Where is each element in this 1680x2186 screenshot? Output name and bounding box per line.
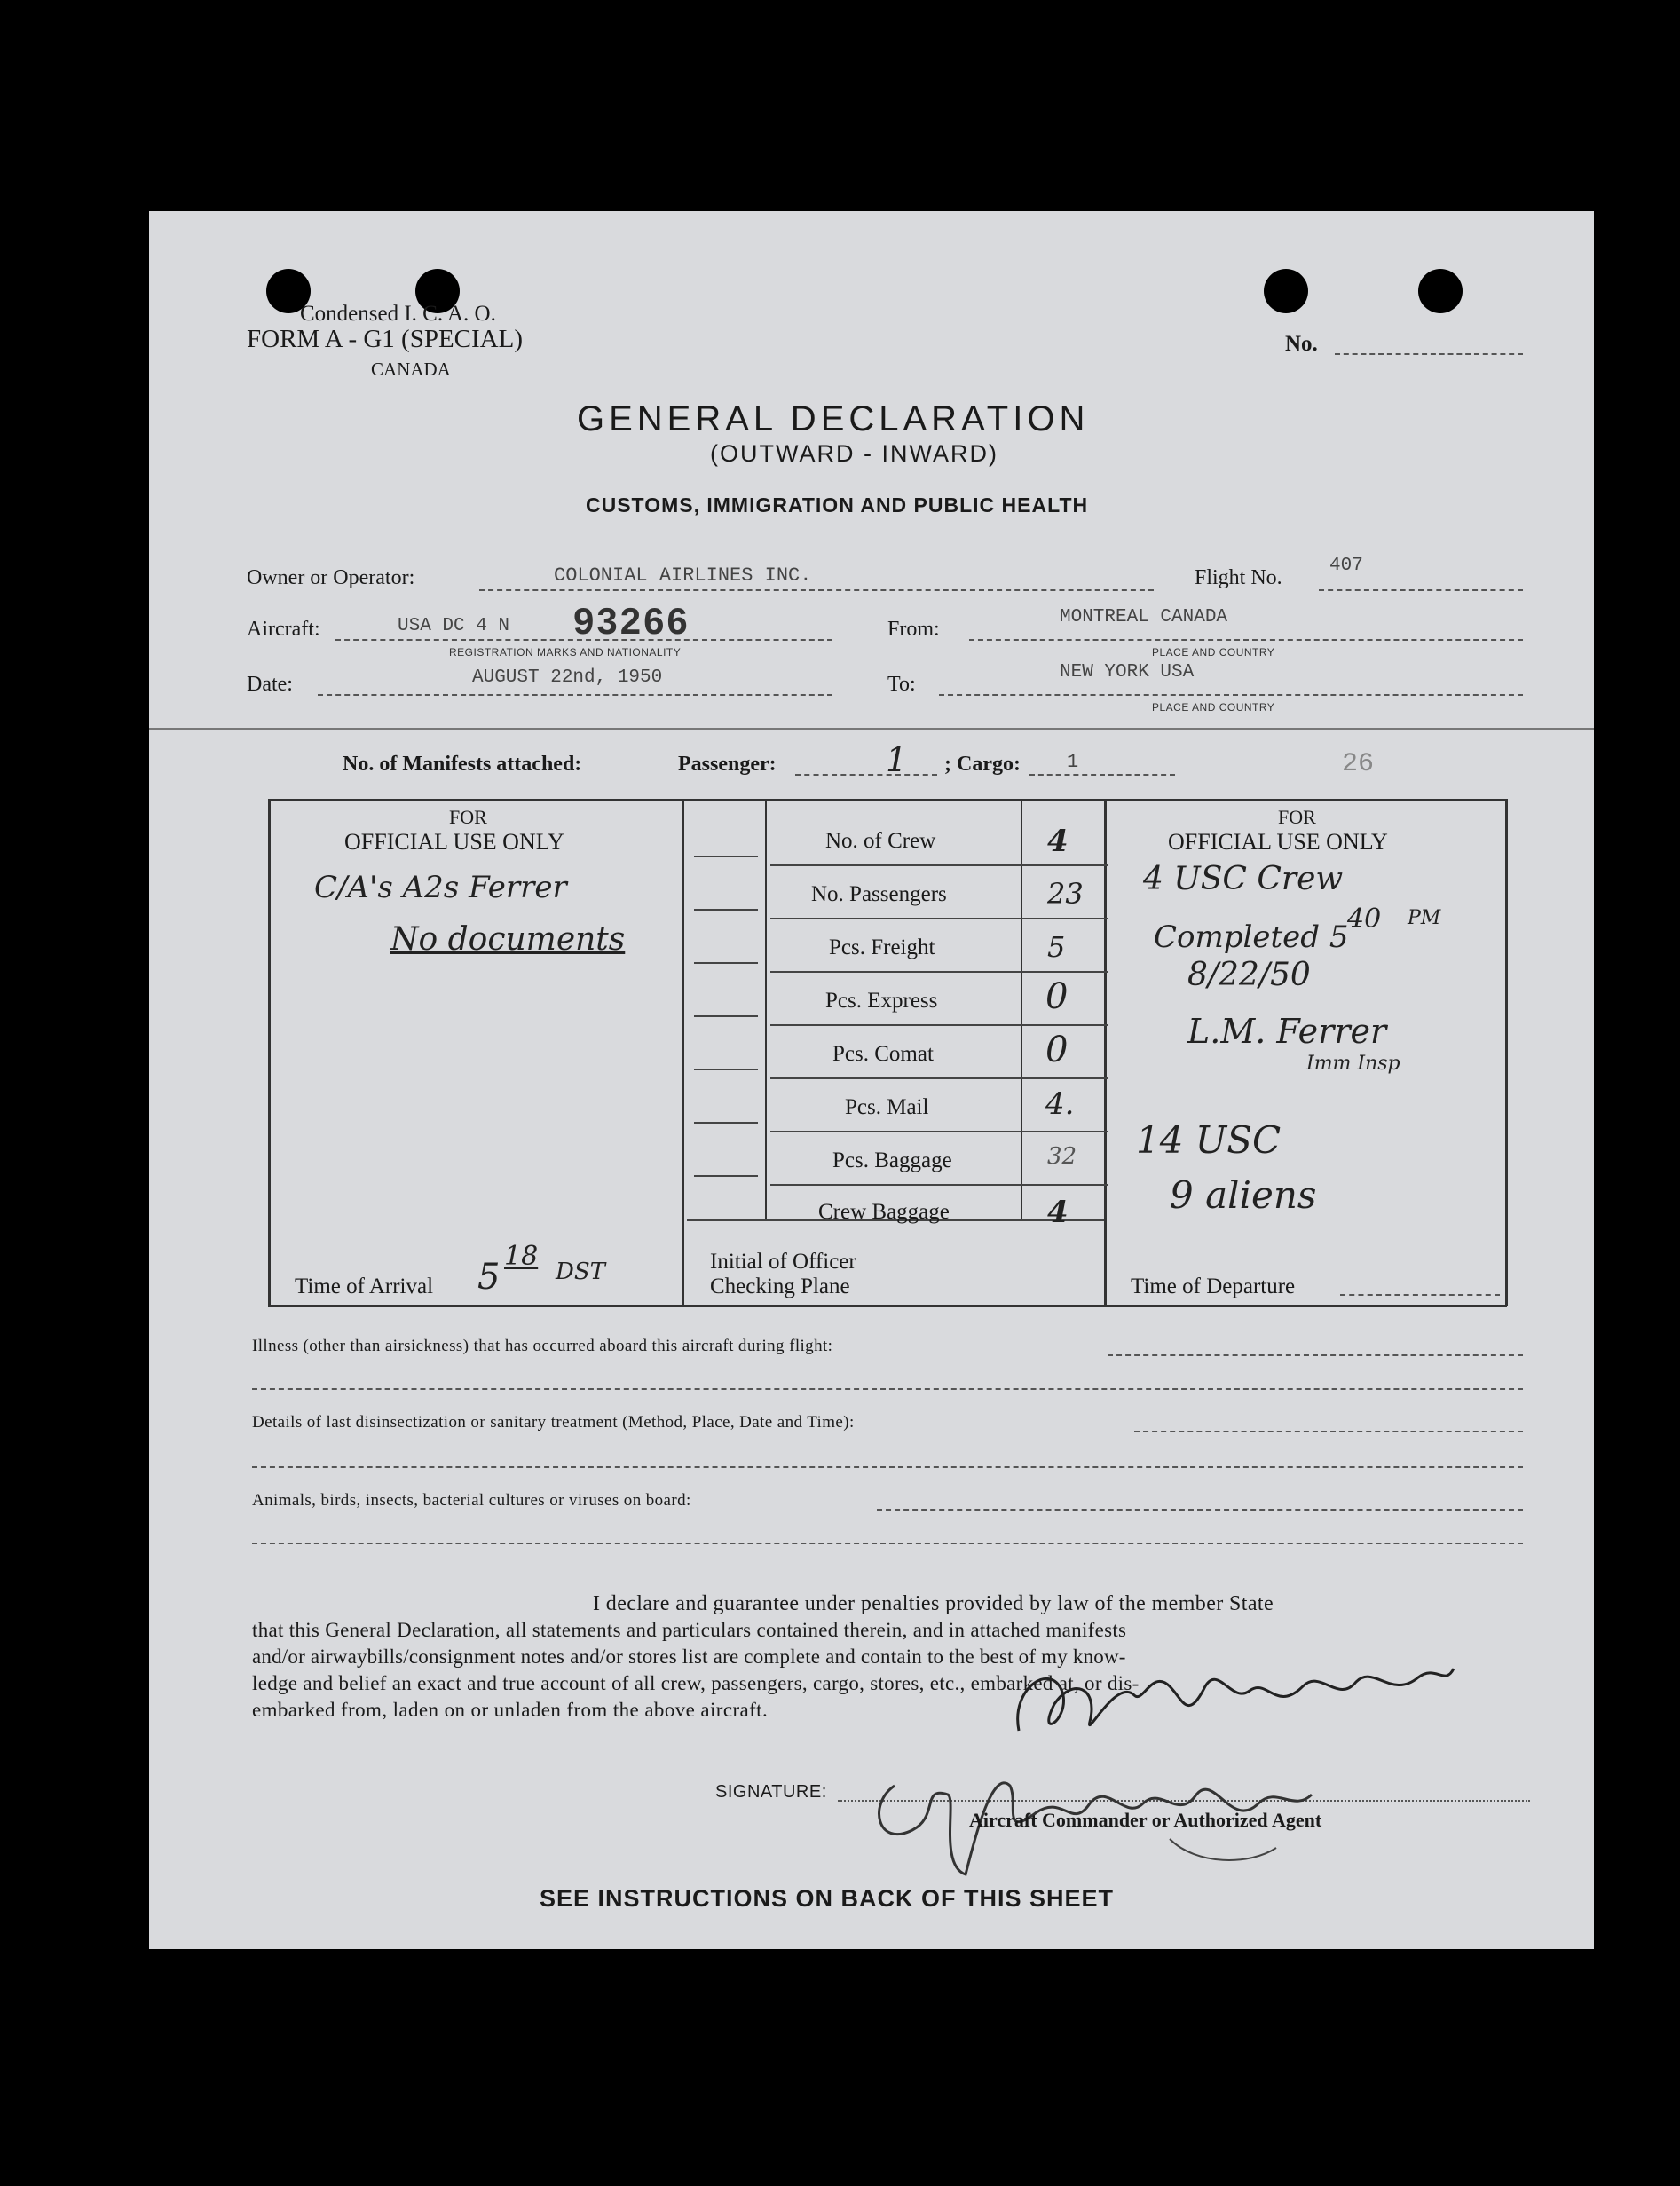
checkbox-line <box>694 909 758 911</box>
count-value[interactable]: 0 <box>1045 1030 1069 1070</box>
right-note-minutes: 40 <box>1347 904 1382 935</box>
time-arrival-value[interactable]: 5 <box>477 1257 501 1298</box>
table-divider <box>1021 799 1022 1219</box>
right-official-label: OFFICIAL USE ONLY <box>1168 829 1388 855</box>
count-value[interactable]: 4. <box>1045 1086 1075 1122</box>
from-caption: PLACE AND COUNTRY <box>1152 646 1275 659</box>
table-bottom-border <box>268 1305 1507 1307</box>
agencies-line: CUSTOMS, IMMIGRATION AND PUBLIC HEALTH <box>586 493 1089 517</box>
declaration-line-4: ledge and belief an exact and true account of all crew, passengers, cargo, stores, etc., embarked at, or dis- <box>252 1672 1140 1694</box>
animals-question: Animals, birds, insects, bacterial cultures or viruses on board: <box>252 1491 691 1510</box>
animals-line-1 <box>877 1509 1523 1511</box>
initial-officer-label: Initial of Officer <box>710 1250 856 1274</box>
checkbox-line <box>694 1015 758 1017</box>
form-number-line <box>1335 353 1523 355</box>
flight-line <box>1319 589 1523 591</box>
page-title: GENERAL DECLARATION <box>577 399 1090 438</box>
cargo-manifest-value[interactable]: 1 <box>1067 751 1079 773</box>
table-row-divider <box>770 1024 1108 1026</box>
time-departure-line <box>1340 1294 1500 1296</box>
form-number-label: No. <box>1285 332 1318 356</box>
table-row-divider <box>770 1131 1108 1132</box>
passenger-manifest-value[interactable]: 1 <box>886 740 908 779</box>
flight-label: Flight No. <box>1195 566 1282 589</box>
table-row-divider <box>770 1077 1108 1079</box>
illness-question: Illness (other than airsickness) that has occurred aboard this aircraft during flight: <box>252 1337 833 1355</box>
table-row-divider <box>770 918 1108 919</box>
aircraft-type[interactable]: USA DC 4 N <box>398 616 510 636</box>
punch-hole <box>1418 269 1463 313</box>
form-country: CANADA <box>371 359 451 380</box>
to-label: To: <box>887 673 916 696</box>
table-divider <box>1104 799 1107 1306</box>
footer-instructions: SEE INSTRUCTIONS ON BACK OF THIS SHEET <box>540 1885 1115 1912</box>
disinsect-line-2 <box>252 1466 1523 1468</box>
right-note-aliens: 9 aliens <box>1170 1173 1317 1217</box>
to-caption: PLACE AND COUNTRY <box>1152 701 1275 714</box>
table-left-border <box>268 799 271 1306</box>
count-label: Pcs. Baggage <box>832 1148 952 1172</box>
page-subtitle: (OUTWARD - INWARD) <box>710 440 998 467</box>
signature-label: SIGNATURE: <box>715 1782 827 1802</box>
declaration-line-5: embarked from, laden on or unladen from the above aircraft. <box>252 1699 769 1721</box>
count-value[interactable]: 4 <box>1047 1195 1069 1230</box>
left-note-line-2: No documents <box>390 921 626 958</box>
manifests-label: No. of Manifests attached: <box>343 753 582 776</box>
registration-caption: REGISTRATION MARKS AND NATIONALITY <box>449 646 682 659</box>
owner-value[interactable]: COLONIAL AIRLINES INC. <box>554 564 812 587</box>
signature-caption: Aircraft Commander or Authorized Agent <box>969 1809 1322 1831</box>
left-note-line-1: C/A's A2s Ferrer <box>314 870 567 905</box>
checkbox-line <box>694 1122 758 1124</box>
cargo-manifest-line <box>1029 774 1175 776</box>
aircraft-registration[interactable]: 93266 <box>573 600 690 642</box>
owner-label: Owner or Operator: <box>247 566 415 589</box>
date-line <box>318 694 832 696</box>
count-value[interactable]: 0 <box>1045 976 1069 1017</box>
divider <box>149 728 1594 730</box>
table-row-divider <box>770 971 1108 973</box>
table-row-divider <box>770 864 1108 866</box>
count-label: Pcs. Mail <box>845 1095 929 1119</box>
declaration-form <box>149 211 1594 1949</box>
count-label: Pcs. Express <box>825 989 938 1013</box>
left-official-label: OFFICIAL USE ONLY <box>344 829 564 855</box>
checkbox-line <box>694 962 758 964</box>
count-label: Pcs. Comat <box>832 1042 934 1066</box>
to-value[interactable]: NEW YORK USA <box>1060 662 1195 683</box>
passenger-manifest-label: Passenger: <box>678 753 777 776</box>
count-value[interactable]: 5 <box>1047 930 1066 964</box>
right-note-completed: Completed 5 <box>1154 919 1349 955</box>
table-divider <box>765 799 767 1219</box>
table-divider <box>682 799 684 1306</box>
stamp-number: 26 <box>1342 749 1375 779</box>
checkbox-line <box>694 1175 758 1177</box>
right-note-signature: L.M. Ferrer <box>1187 1012 1387 1051</box>
declaration-line-2: that this General Declaration, all statements and particulars contained therein, and in attached manifests <box>252 1619 1127 1641</box>
left-for-label: FOR <box>449 806 487 828</box>
animals-line-2 <box>252 1543 1523 1544</box>
count-label: No. of Crew <box>825 829 936 853</box>
time-arrival-label: Time of Arrival <box>295 1275 434 1298</box>
form-code: FORM A - G1 (SPECIAL) <box>247 325 523 353</box>
count-label: Pcs. Freight <box>829 935 935 959</box>
form-condensed: Condensed I. C. A. O. <box>300 302 496 326</box>
date-label: Date: <box>247 673 293 696</box>
declaration-line-1: I declare and guarantee under penalties provided by law of the member State <box>593 1592 1274 1615</box>
punch-hole <box>1264 269 1308 313</box>
from-line <box>969 639 1523 641</box>
from-label: From: <box>887 618 940 641</box>
time-arrival-minutes[interactable]: 18 <box>504 1241 539 1272</box>
date-value[interactable]: AUGUST 22nd, 1950 <box>472 667 663 688</box>
disinsect-line-1 <box>1134 1431 1523 1432</box>
owner-line <box>479 589 1154 591</box>
right-note-title: Imm Insp <box>1306 1053 1400 1075</box>
from-value[interactable]: MONTREAL CANADA <box>1060 607 1228 627</box>
right-note-usc: 14 USC <box>1136 1118 1282 1162</box>
signature-scribble <box>859 1732 1321 1883</box>
flight-value[interactable]: 407 <box>1329 556 1363 576</box>
illness-line-1 <box>1108 1354 1523 1356</box>
count-value[interactable]: 23 <box>1047 877 1084 911</box>
checking-plane-label: Checking Plane <box>710 1275 850 1298</box>
checkbox-line <box>694 1069 758 1070</box>
table-right-border <box>1505 799 1508 1306</box>
right-note-date: 8/22/50 <box>1187 957 1311 993</box>
count-label: No. Passengers <box>811 882 947 906</box>
right-note-crew: 4 USC Crew <box>1143 861 1344 897</box>
count-value[interactable]: 4 <box>1047 824 1069 859</box>
declaration-line-3: and/or airwaybills/consignment notes and/or stores list are complete and contain to the best of my know- <box>252 1645 1126 1668</box>
to-line <box>939 694 1523 696</box>
count-value[interactable]: 32 <box>1047 1143 1077 1170</box>
time-arrival-dst: DST <box>556 1259 605 1285</box>
disinsect-question: Details of last disinsectization or sanitary treatment (Method, Place, Date and Time): <box>252 1413 855 1432</box>
right-for-label: FOR <box>1278 806 1316 828</box>
passenger-manifest-line <box>795 774 937 776</box>
checkbox-line <box>694 856 758 857</box>
count-label: Crew Baggage <box>818 1200 950 1224</box>
table-top-border <box>268 799 1507 801</box>
right-note-pm: PM <box>1408 907 1441 929</box>
aircraft-label: Aircraft: <box>247 618 320 641</box>
cargo-manifest-label: ; Cargo: <box>944 753 1021 776</box>
time-departure-label: Time of Departure <box>1131 1275 1296 1298</box>
illness-line-2 <box>252 1388 1523 1390</box>
table-row-divider <box>770 1184 1108 1186</box>
